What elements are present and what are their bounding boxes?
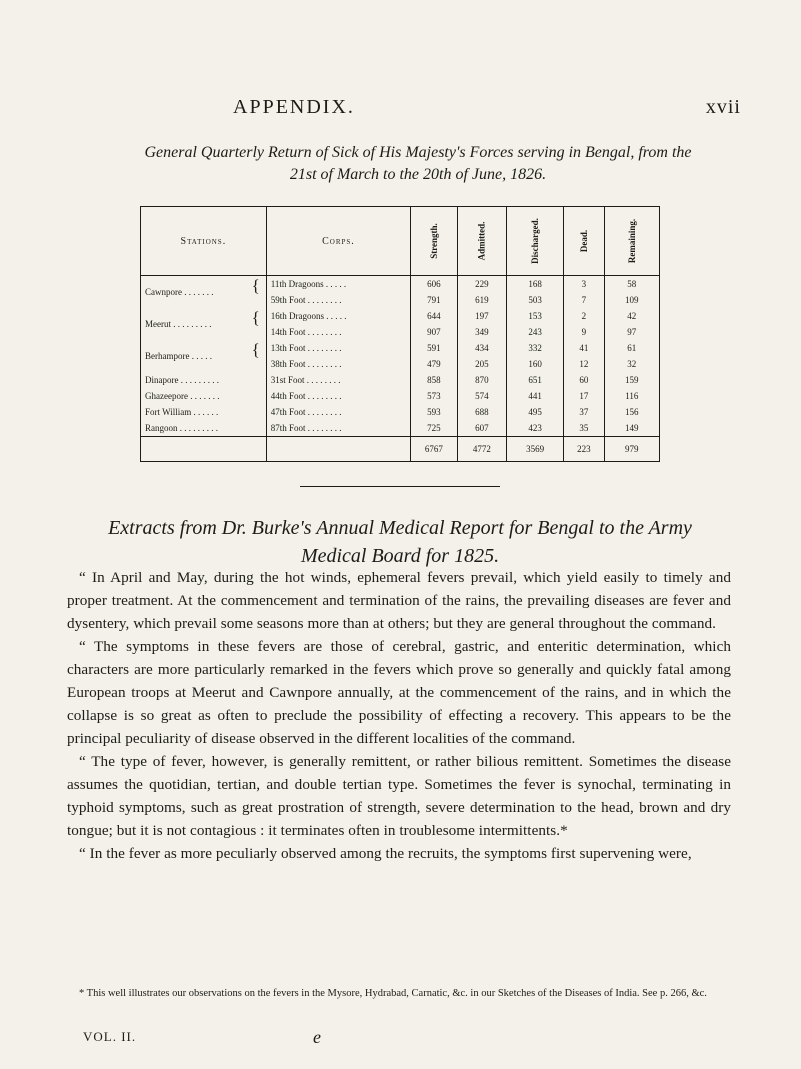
table-title-line-1: General Quarterly Return of Sick of His Majesty's Forces serving in Bengal, from the <box>144 144 692 161</box>
remaining-cell: 42 <box>604 308 659 324</box>
discharged-cell: 503 <box>507 292 564 308</box>
admitted-cell: 205 <box>457 356 507 372</box>
admitted-cell: 229 <box>457 276 507 293</box>
discharged-cell: 651 <box>507 372 564 388</box>
column-header-discharged: Discharged. <box>507 207 564 276</box>
station-name: Berhampore . . . . . <box>145 351 212 361</box>
signature-mark: e <box>313 1027 321 1047</box>
table-row <box>141 372 660 388</box>
column-header-strength: Strength. <box>411 207 457 276</box>
totals-row <box>141 437 660 462</box>
strength-cell: 858 <box>411 372 457 388</box>
strength-cell: 644 <box>411 308 457 324</box>
dead-cell: 12 <box>564 356 605 372</box>
table-row <box>141 388 660 404</box>
discharged-cell: 423 <box>507 420 564 437</box>
admitted-cell: 197 <box>457 308 507 324</box>
discharged-cell: 168 <box>507 276 564 293</box>
discharged-cell: 153 <box>507 308 564 324</box>
totals-blank-cell <box>266 437 410 462</box>
remaining-cell: 58 <box>604 276 659 293</box>
dead-cell: 35 <box>564 420 605 437</box>
station-cell: Berhampore . . . . . { <box>141 340 267 372</box>
total-strength: 6767 <box>411 437 457 462</box>
discharged-cell: 332 <box>507 340 564 356</box>
dead-cell: 17 <box>564 388 605 404</box>
station-cell: Dinapore . . . . . . . . . <box>141 372 267 388</box>
running-title: APPENDIX. <box>233 96 355 118</box>
admitted-cell: 870 <box>457 372 507 388</box>
station-cell: Rangoon . . . . . . . . . <box>141 420 267 437</box>
remaining-cell: 32 <box>604 356 659 372</box>
extract-title-line-1: Extracts from Dr. Burke's Annual Medical Report for Bengal to the Army <box>108 517 692 539</box>
volume-label: VOL. II. <box>83 1029 137 1044</box>
body-text <box>67 566 731 865</box>
strength-cell: 791 <box>411 292 457 308</box>
column-header-admitted: Admitted. <box>457 207 507 276</box>
station-cell: Ghazeepore . . . . . . . <box>141 388 267 404</box>
dead-cell: 3 <box>564 276 605 293</box>
total-dead: 223 <box>564 437 605 462</box>
dead-cell: 2 <box>564 308 605 324</box>
strength-cell: 573 <box>411 388 457 404</box>
discharged-cell: 243 <box>507 324 564 340</box>
strength-cell: 593 <box>411 404 457 420</box>
table-title-line-2: 21st of March to the 20th of June, 1826. <box>289 166 547 183</box>
admitted-cell: 607 <box>457 420 507 437</box>
station-cell: Fort William . . . . . . <box>141 404 267 420</box>
corps-cell: 11th Dragoons . . . . . <box>266 276 410 293</box>
total-discharged: 3569 <box>507 437 564 462</box>
corps-cell: 16th Dragoons . . . . . <box>266 308 410 324</box>
remaining-cell: 109 <box>604 292 659 308</box>
paragraph: “ The type of fever, however, is generally remittent, or rather bilious remittent. Sometimes the disease assumes the quotidian, tertian, and double tertian type. Sometimes the fever is synochal, terminating in typhoid symptoms, such as great prostration of strength, severe determination to the head, brown and dry tongue; but it is not contagious : it terminates often in troublesome intermittents.* <box>67 753 731 839</box>
remaining-cell: 61 <box>604 340 659 356</box>
station-cell: Cawnpore . . . . . . . { <box>141 276 267 309</box>
corps-cell: 31st Foot . . . . . . . . <box>266 372 410 388</box>
remaining-cell: 97 <box>604 324 659 340</box>
strength-cell: 606 <box>411 276 457 293</box>
footnote <box>67 985 731 1003</box>
remaining-cell: 116 <box>604 388 659 404</box>
dead-cell: 37 <box>564 404 605 420</box>
paragraph: “ The symptoms in these fevers are those of cerebral, gastric, and enteritic determination, which characters are more particularly remarked in the fevers which prove so generally and quickly fatal among European troops at Meerut and Cawnpore annually, at the commencement of the rains, and in which the collapse is so great as often to preclude the possibility of effecting a recovery. This appears to be the principal peculiarity of disease observed in the different localities of the command. <box>67 638 731 747</box>
station-cell: Meerut . . . . . . . . . { <box>141 308 267 340</box>
page-header <box>0 96 801 124</box>
strength-cell: 725 <box>411 420 457 437</box>
corps-cell: 38th Foot . . . . . . . . <box>266 356 410 372</box>
extract-title-line-2: Medical Board for 1825. <box>300 545 500 567</box>
corps-cell: 14th Foot . . . . . . . . <box>266 324 410 340</box>
station-name: Meerut . . . . . . . . . <box>145 319 212 329</box>
admitted-cell: 349 <box>457 324 507 340</box>
strength-cell: 907 <box>411 324 457 340</box>
station-name: Cawnpore . . . . . . . <box>145 287 214 297</box>
paragraph: “ In April and May, during the hot winds, ephemeral fevers prevail, which yield easily to timely and proper treatment. At the commencement and termination of the rains, the prevailing diseases are fever and dysentery, which prevail some seasons more than at others; but they are general throughout the command. <box>67 569 731 632</box>
total-remaining: 979 <box>604 437 659 462</box>
table-header-row <box>141 207 660 276</box>
table-row <box>141 276 660 293</box>
corps-cell: 13th Foot . . . . . . . . <box>266 340 410 356</box>
admitted-cell: 688 <box>457 404 507 420</box>
dead-cell: 9 <box>564 324 605 340</box>
discharged-cell: 495 <box>507 404 564 420</box>
column-header-stations: Stations. <box>141 207 267 276</box>
paragraph: “ In the fever as more peculiarly observed among the recruits, the symptoms first supervening were, <box>79 845 692 862</box>
corps-cell: 47th Foot . . . . . . . . <box>266 404 410 420</box>
table-title <box>118 142 718 186</box>
table-row <box>141 420 660 437</box>
table-row <box>141 340 660 356</box>
corps-cell: 87th Foot . . . . . . . . <box>266 420 410 437</box>
discharged-cell: 441 <box>507 388 564 404</box>
section-divider <box>300 486 500 487</box>
admitted-cell: 574 <box>457 388 507 404</box>
remaining-cell: 149 <box>604 420 659 437</box>
totals-blank-cell <box>141 437 267 462</box>
column-header-dead: Dead. <box>564 207 605 276</box>
total-admitted: 4772 <box>457 437 507 462</box>
corps-cell: 44th Foot . . . . . . . . <box>266 388 410 404</box>
remaining-cell: 159 <box>604 372 659 388</box>
strength-cell: 591 <box>411 340 457 356</box>
sick-return-table <box>140 206 660 462</box>
column-header-remaining: Remaining. <box>604 207 659 276</box>
admitted-cell: 434 <box>457 340 507 356</box>
discharged-cell: 160 <box>507 356 564 372</box>
corps-cell: 59th Foot . . . . . . . . <box>266 292 410 308</box>
column-header-corps: Corps. <box>266 207 410 276</box>
remaining-cell: 156 <box>604 404 659 420</box>
page-number: xvii <box>705 96 741 118</box>
admitted-cell: 619 <box>457 292 507 308</box>
table-row <box>141 404 660 420</box>
dead-cell: 7 <box>564 292 605 308</box>
table-row <box>141 308 660 324</box>
dead-cell: 41 <box>564 340 605 356</box>
strength-cell: 479 <box>411 356 457 372</box>
extract-title <box>80 514 720 570</box>
dead-cell: 60 <box>564 372 605 388</box>
footnote-text: * This well illustrates our observations on the fevers in the Mysore, Hydrabad, Carnatic, &c. in our Sketches of the Diseases of India. See p. 266, &c. <box>79 988 707 999</box>
